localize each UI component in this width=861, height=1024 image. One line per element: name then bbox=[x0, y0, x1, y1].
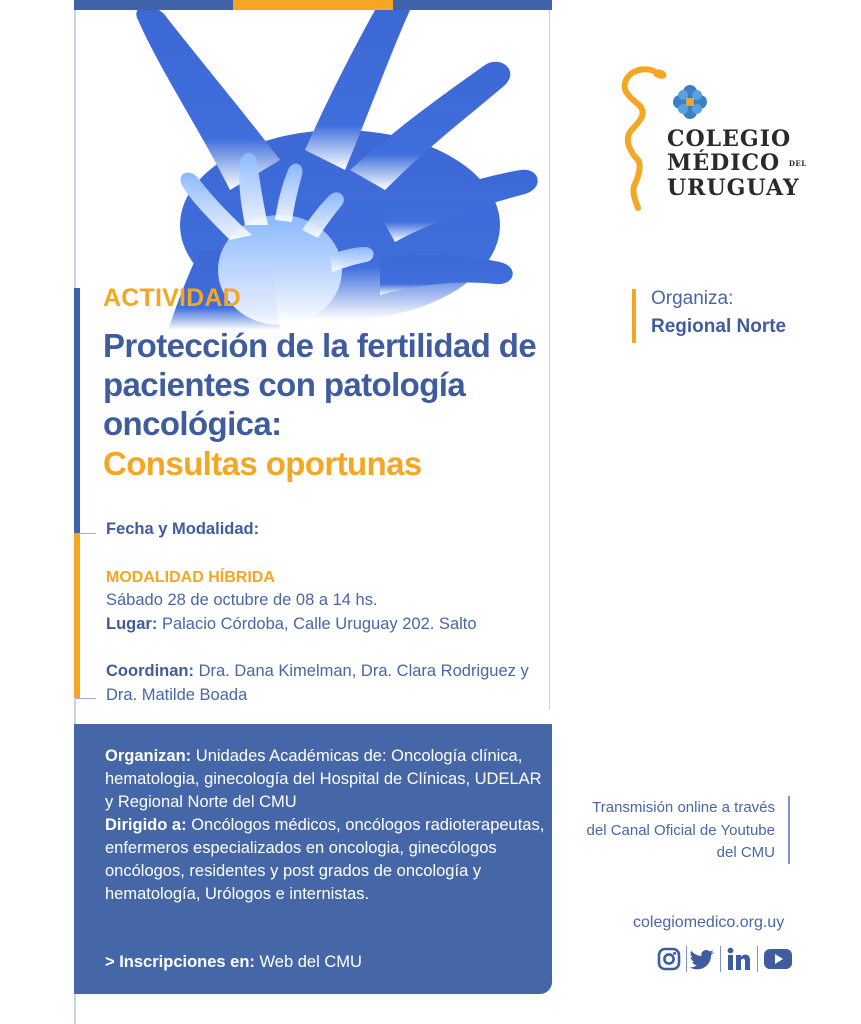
coordinan bbox=[106, 660, 546, 707]
twitter-icon[interactable] bbox=[690, 946, 716, 972]
organiza-accent-bar bbox=[632, 289, 636, 343]
fecha-label: Fecha y Modalidad: bbox=[106, 520, 260, 538]
organizan-label: Organizan: bbox=[105, 747, 192, 765]
linkedin-icon[interactable] bbox=[726, 946, 752, 972]
youtube-icon[interactable] bbox=[763, 946, 793, 972]
inscripciones-value[interactable]: Web del CMU bbox=[259, 953, 362, 971]
logo-line3: URUGUAY bbox=[667, 175, 800, 201]
inscripciones[interactable] bbox=[105, 951, 362, 974]
dirigido-label: Dirigido a: bbox=[105, 816, 187, 834]
organizan-value: Unidades Académicas de: Oncología clínica, hematologia, ginecología del Hospital de Clínicas, UDELAR y Regional Norte del CMU bbox=[105, 747, 542, 811]
logo-del: DEL bbox=[788, 159, 807, 168]
organiza-value: Regional Norte bbox=[651, 316, 787, 337]
event-title: Protección de la fertilidad de pacientes con patología oncológica: bbox=[103, 327, 537, 442]
icon-separator bbox=[686, 946, 687, 972]
divider bbox=[76, 533, 96, 534]
icon-separator bbox=[757, 946, 758, 972]
divider bbox=[76, 698, 96, 699]
organizan bbox=[105, 745, 545, 814]
dirigido bbox=[105, 814, 545, 906]
activity-label: ACTIVIDAD bbox=[103, 284, 241, 312]
icon-separator bbox=[720, 946, 721, 972]
coordinan-label: Coordinan: bbox=[106, 662, 194, 680]
logo-text bbox=[667, 127, 807, 200]
lugar-value: Palacio Córdoba, Calle Uruguay 202. Salto bbox=[161, 615, 477, 633]
inscripciones-label: > Inscripciones en: bbox=[105, 953, 255, 971]
fecha-value: Sábado 28 de octubre de 08 a 14 hs. bbox=[106, 591, 378, 609]
instagram-icon[interactable] bbox=[656, 946, 682, 972]
snake-staff-icon bbox=[625, 69, 667, 208]
streaming-accent-bar bbox=[788, 796, 790, 864]
logo-line2-row bbox=[667, 151, 807, 176]
organiza-label: Organiza: bbox=[651, 288, 734, 309]
modalidad: MODALIDAD HÍBRIDA bbox=[106, 569, 275, 586]
lugar bbox=[106, 613, 477, 637]
streaming-info: Transmisión online a través del Canal Oficial de Youtube del CMU bbox=[586, 799, 775, 861]
hands-illustration bbox=[80, 10, 550, 330]
logo-line1: COLEGIO bbox=[667, 126, 792, 152]
top-bar-accent bbox=[233, 0, 393, 10]
event-subtitle: Consultas oportunas bbox=[103, 445, 422, 482]
flower-icon bbox=[673, 85, 707, 119]
lugar-label: Lugar: bbox=[106, 615, 158, 633]
logo-line2: MÉDICO bbox=[667, 150, 781, 176]
website-link[interactable]: colegiomedico.org.uy bbox=[633, 914, 785, 931]
dirigido-value: Oncólogos médicos, oncólogos radioterapeutas, enfermeros especializados en oncologia, ginecólogos oncólogos, residentes y post grados de oncología y hematología, Urólogos e internistas. bbox=[105, 816, 545, 903]
left-accent-bar-orange bbox=[74, 533, 80, 698]
coordinan-value: Dra. Dana Kimelman, Dra. Clara Rodriguez y Dra. Matilde Boada bbox=[106, 662, 529, 704]
